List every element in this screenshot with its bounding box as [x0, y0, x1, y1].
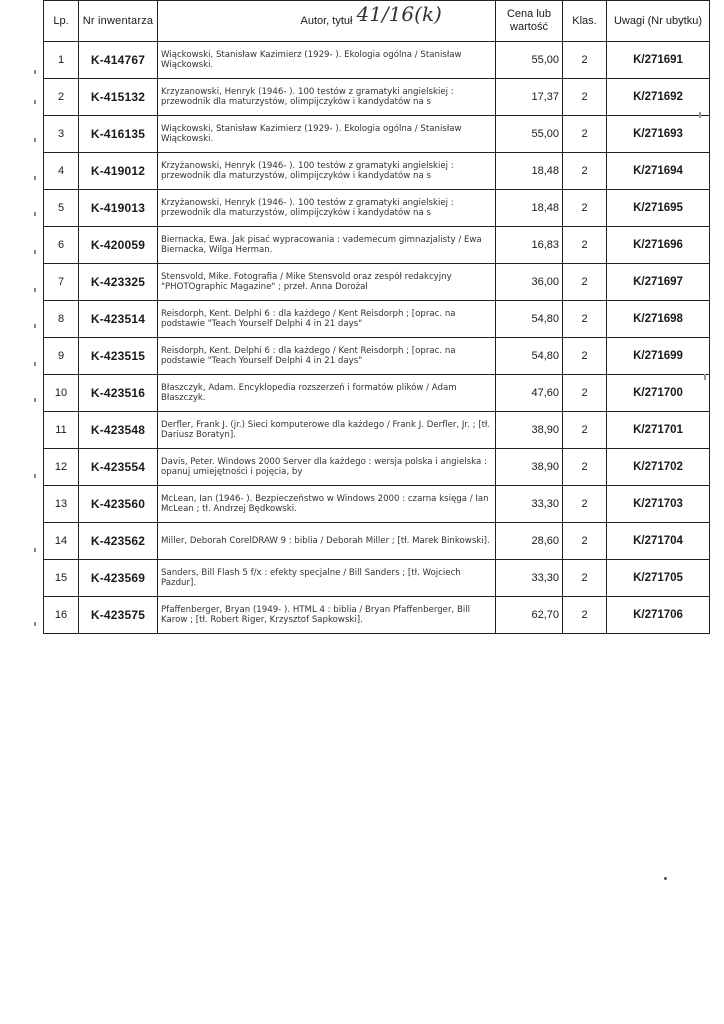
cell-uwagi: K/271706 — [607, 597, 710, 634]
cell-autor-tytul: Wiąckowski, Stanisław Kazimierz (1929- ). Ekologia ogólna / Stanisław Wiąckowski. — [158, 116, 496, 153]
table-row — [44, 375, 710, 412]
cell-nr-inwentarza: K-423560 — [79, 486, 158, 523]
cell-klas: 2 — [563, 412, 607, 449]
scan-mark — [34, 324, 36, 328]
cell-autor-tytul: Miller, Deborah CorelDRAW 9 : biblia / Deborah Miller ; [tł. Marek Binkowski]. — [158, 523, 496, 560]
cell-klas: 2 — [563, 375, 607, 412]
cell-autor-tytul: Wiąckowski, Stanisław Kazimierz (1929- ). Ekologia ogólna / Stanisław Wiąckowski. — [158, 42, 496, 79]
scan-mark — [34, 250, 36, 254]
cell-cena: 28,60 — [496, 523, 563, 560]
cell-lp: 15 — [44, 560, 79, 597]
scan-mark — [34, 362, 36, 366]
cell-autor-tytul: Reisdorph, Kent. Delphi 6 : dla każdego / Kent Reisdorph ; [oprac. na podstawie "Teach Yourself Delphi 4 in 21 days" — [158, 338, 496, 375]
table-row — [44, 264, 710, 301]
scan-mark — [34, 622, 36, 626]
header-autor-tytul-label: Autor, tytuł — [300, 14, 353, 27]
cell-lp: 5 — [44, 190, 79, 227]
cell-cena: 18,48 — [496, 190, 563, 227]
cell-cena: 18,48 — [496, 153, 563, 190]
cell-uwagi: K/271699 — [607, 338, 710, 375]
cell-cena: 55,00 — [496, 42, 563, 79]
cell-autor-tytul: Biernacka, Ewa. Jak pisać wypracowania : vademecum gimnazjalisty / Ewa Biernacka, Wilga Herman. — [158, 227, 496, 264]
table-row — [44, 449, 710, 486]
cell-cena: 33,30 — [496, 486, 563, 523]
cell-uwagi: K/271697 — [607, 264, 710, 301]
cell-autor-tytul: McLean, Ian (1946- ). Bezpieczeństwo w Windows 2000 : czarna księga / Ian McLean ; tł. Andrzej Będkowski. — [158, 486, 496, 523]
cell-uwagi: K/271705 — [607, 560, 710, 597]
cell-lp: 13 — [44, 486, 79, 523]
cell-cena: 54,80 — [496, 301, 563, 338]
cell-nr-inwentarza: K-419013 — [79, 190, 158, 227]
cell-cena: 36,00 — [496, 264, 563, 301]
table-row — [44, 190, 710, 227]
cell-nr-inwentarza: K-423514 — [79, 301, 158, 338]
cell-nr-inwentarza: K-423562 — [79, 523, 158, 560]
cell-klas: 2 — [563, 190, 607, 227]
scan-mark — [34, 100, 36, 104]
cell-cena: 38,90 — [496, 449, 563, 486]
cell-uwagi: K/271691 — [607, 42, 710, 79]
cell-cena: 38,90 — [496, 412, 563, 449]
table-row — [44, 42, 710, 79]
handwritten-note: 41/16(k) — [356, 1, 442, 26]
cell-nr-inwentarza: K-423575 — [79, 597, 158, 634]
header-lp: Lp. — [44, 1, 79, 42]
cell-klas: 2 — [563, 116, 607, 153]
table-row — [44, 79, 710, 116]
cell-klas: 2 — [563, 301, 607, 338]
table-row — [44, 338, 710, 375]
cell-lp: 1 — [44, 42, 79, 79]
header-uwagi: Uwagi (Nr ubytku) — [607, 1, 710, 42]
cell-klas: 2 — [563, 42, 607, 79]
cell-cena: 17,37 — [496, 79, 563, 116]
cell-nr-inwentarza: K-414767 — [79, 42, 158, 79]
cell-klas: 2 — [563, 523, 607, 560]
cell-uwagi: K/271693 — [607, 116, 710, 153]
table-row — [44, 301, 710, 338]
cell-uwagi: K/271698 — [607, 301, 710, 338]
scan-speck — [664, 877, 667, 880]
cell-nr-inwentarza: K-423516 — [79, 375, 158, 412]
table-row — [44, 597, 710, 634]
cell-lp: 11 — [44, 412, 79, 449]
cell-autor-tytul: Davis, Peter. Windows 2000 Server dla każdego : wersja polska i angielska : opanuj umiejętności i pojęcia, by — [158, 449, 496, 486]
scan-mark — [34, 398, 36, 402]
cell-nr-inwentarza: K-419012 — [79, 153, 158, 190]
cell-lp: 4 — [44, 153, 79, 190]
table-body — [44, 42, 710, 634]
cell-klas: 2 — [563, 227, 607, 264]
cell-uwagi: K/271701 — [607, 412, 710, 449]
cell-autor-tytul: Reisdorph, Kent. Delphi 6 : dla każdego / Kent Reisdorph ; [oprac. na podstawie "Teach Yourself Delphi 4 in 21 days" — [158, 301, 496, 338]
cell-lp: 16 — [44, 597, 79, 634]
table-row — [44, 116, 710, 153]
cell-autor-tytul: Krzyzanowski, Henryk (1946- ). 100 testów z gramatyki angielskiej : przewodnik dla maturzystów, olimpijczyków i kandydatów na s — [158, 79, 496, 116]
cell-nr-inwentarza: K-416135 — [79, 116, 158, 153]
header-cena: Cena lub wartość — [496, 1, 563, 42]
cell-autor-tytul: Stensvold, Mike. Fotografia / Mike Stensvold oraz zespół redakcyjny "PHOTOgraphic Magazine" ; przeł. Anna Dorożal — [158, 264, 496, 301]
cell-uwagi: K/271696 — [607, 227, 710, 264]
cell-uwagi: K/271702 — [607, 449, 710, 486]
cell-lp: 3 — [44, 116, 79, 153]
table-row — [44, 523, 710, 560]
cell-klas: 2 — [563, 153, 607, 190]
table-row — [44, 412, 710, 449]
cell-nr-inwentarza: K-415132 — [79, 79, 158, 116]
inventory-table — [43, 0, 710, 634]
cell-uwagi: K/271700 — [607, 375, 710, 412]
cell-lp: 10 — [44, 375, 79, 412]
scan-mark — [34, 176, 36, 180]
cell-cena: 62,70 — [496, 597, 563, 634]
cell-cena: 47,60 — [496, 375, 563, 412]
scan-mark — [699, 112, 701, 118]
cell-autor-tytul: Krzyżanowski, Henryk (1946- ). 100 testów z gramatyki angielskiej : przewodnik dla maturzystów, olimpijczyków i kandydatów na s — [158, 153, 496, 190]
cell-nr-inwentarza: K-423554 — [79, 449, 158, 486]
cell-nr-inwentarza: K-423515 — [79, 338, 158, 375]
cell-nr-inwentarza: K-423569 — [79, 560, 158, 597]
cell-uwagi: K/271703 — [607, 486, 710, 523]
cell-nr-inwentarza: K-420059 — [79, 227, 158, 264]
table-row — [44, 486, 710, 523]
cell-uwagi: K/271694 — [607, 153, 710, 190]
cell-lp: 8 — [44, 301, 79, 338]
header-klas: Klas. — [563, 1, 607, 42]
cell-klas: 2 — [563, 560, 607, 597]
cell-lp: 7 — [44, 264, 79, 301]
header-autor-tytul — [158, 1, 496, 42]
cell-cena: 33,30 — [496, 560, 563, 597]
cell-autor-tytul: Pfaffenberger, Bryan (1949- ). HTML 4 : biblia / Bryan Pfaffenberger, Bill Karow ; [tł. Robert Riger, Krzysztof Sapkowski]. — [158, 597, 496, 634]
scan-mark — [34, 548, 36, 552]
cell-cena: 55,00 — [496, 116, 563, 153]
table-row — [44, 227, 710, 264]
table-row — [44, 153, 710, 190]
cell-autor-tytul: Błaszczyk, Adam. Encyklopedia rozszerzeń i formatów plików / Adam Błaszczyk. — [158, 375, 496, 412]
cell-klas: 2 — [563, 597, 607, 634]
cell-klas: 2 — [563, 264, 607, 301]
cell-autor-tytul: Sanders, Bill Flash 5 f/x : efekty specjalne / Bill Sanders ; [tł. Wojciech Pazdur]. — [158, 560, 496, 597]
cell-uwagi: K/271695 — [607, 190, 710, 227]
cell-klas: 2 — [563, 338, 607, 375]
scan-mark — [34, 288, 36, 292]
table-row — [44, 560, 710, 597]
header-nr-inwentarza: Nr inwentarza — [79, 1, 158, 42]
cell-lp: 6 — [44, 227, 79, 264]
cell-lp: 9 — [44, 338, 79, 375]
scan-mark — [34, 70, 36, 74]
scan-mark — [34, 474, 36, 478]
cell-cena: 16,83 — [496, 227, 563, 264]
cell-cena: 54,80 — [496, 338, 563, 375]
table-header-row — [44, 1, 710, 42]
cell-uwagi: K/271692 — [607, 79, 710, 116]
cell-lp: 2 — [44, 79, 79, 116]
cell-lp: 14 — [44, 523, 79, 560]
cell-klas: 2 — [563, 486, 607, 523]
cell-uwagi: K/271704 — [607, 523, 710, 560]
cell-lp: 12 — [44, 449, 79, 486]
cell-nr-inwentarza: K-423548 — [79, 412, 158, 449]
scan-mark — [34, 138, 36, 142]
cell-klas: 2 — [563, 79, 607, 116]
cell-autor-tytul: Derfler, Frank J. (jr.) Sieci komputerowe dla każdego / Frank J. Derfler, Jr. ; [tł. Dariusz Boratyn]. — [158, 412, 496, 449]
cell-nr-inwentarza: K-423325 — [79, 264, 158, 301]
cell-autor-tytul: Krzyżanowski, Henryk (1946- ). 100 testów z gramatyki angielskiej : przewodnik dla maturzystów, olimpijczyków i kandydatów na s — [158, 190, 496, 227]
scan-mark — [704, 374, 706, 380]
scan-mark — [34, 212, 36, 216]
cell-klas: 2 — [563, 449, 607, 486]
